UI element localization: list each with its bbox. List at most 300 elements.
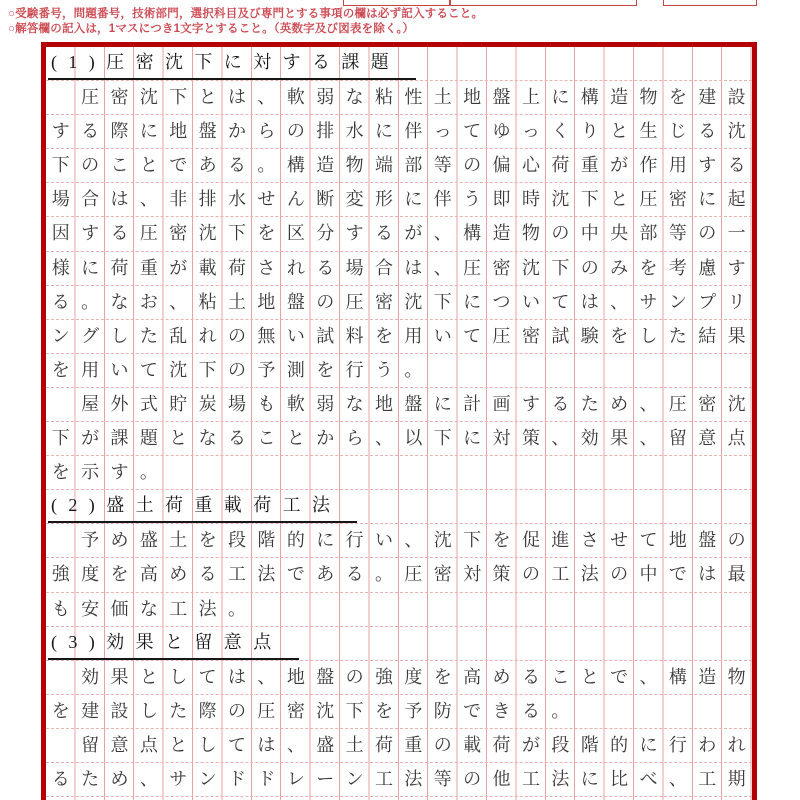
grid-cell: た (668, 325, 687, 346)
grid-cell: き (492, 700, 511, 721)
grid-cell: 物 (345, 155, 364, 176)
grid-cell: 下 (551, 257, 570, 278)
grid-cell: 重 (404, 734, 423, 755)
grid-cell: の (228, 700, 247, 721)
grid-cell: う (374, 359, 393, 380)
grid-cell (457, 456, 486, 489)
grid-cell: 盤 (316, 666, 335, 687)
grid-cell: 圧 (492, 325, 511, 346)
grid-cell: で (668, 564, 687, 585)
grid-cell: 土 (345, 734, 364, 755)
grid-cell: る (316, 257, 335, 278)
grid-cell: と (169, 428, 188, 449)
grid-cell: 炭 (198, 393, 217, 414)
grid-cell: が (404, 223, 423, 244)
grid-cell: 、 (257, 666, 276, 687)
grid-cell: 進 (551, 530, 570, 551)
grid-cell: 荷 (110, 257, 129, 278)
grid-cell: 建 (81, 700, 100, 721)
grid-cell: 合 (374, 257, 393, 278)
grid-cell: る (51, 768, 70, 789)
grid-cell: に (374, 121, 393, 142)
grid-cell: と (169, 734, 188, 755)
grid-row (46, 47, 752, 81)
section-heading: (1)圧密沈下に対する課題 (48, 47, 416, 80)
grid-cell: 場 (345, 257, 364, 278)
grid-cell: 中 (580, 223, 599, 244)
grid-cell (46, 661, 75, 694)
grid-cell: 盛 (139, 530, 158, 551)
grid-cell: を (198, 530, 217, 551)
grid-cell: 重 (580, 155, 599, 176)
grid-cell: 沈 (551, 189, 570, 210)
grid-cell: 部 (639, 223, 658, 244)
grid-cell: を (51, 462, 70, 483)
grid-cell: 密 (492, 257, 511, 278)
grid-cell (546, 354, 575, 387)
grid-cell: 密 (433, 564, 452, 585)
grid-cell: た (169, 700, 188, 721)
grid-cell: 密 (169, 223, 188, 244)
grid-cell (369, 593, 398, 626)
grid-cell (428, 456, 457, 489)
grid-cell: 法 (551, 768, 570, 789)
grid-cell: 下 (345, 700, 364, 721)
grid-cell (369, 456, 398, 489)
grid-cell: じ (668, 121, 687, 142)
grid-cell: 端 (374, 155, 393, 176)
grid-cell: こ (110, 155, 129, 176)
grid-cell: は (228, 87, 247, 108)
grid-cell: 荷 (228, 257, 247, 278)
grid-cell: め (169, 564, 188, 585)
grid-cell (193, 456, 222, 489)
grid-cell: す (698, 155, 717, 176)
grid-cell: に (551, 87, 570, 108)
grid-cell: に (316, 530, 335, 551)
grid-cell: 物 (521, 223, 540, 244)
grid-cell: 最 (727, 564, 746, 585)
header-box-cutoff-3 (663, 0, 757, 6)
grid-cell: 行 (345, 530, 364, 551)
grid-cell: を (610, 325, 629, 346)
grid-cell: わ (698, 734, 717, 755)
grid-cell: 工 (169, 598, 188, 619)
grid-cell: プ (698, 291, 717, 312)
grid-cell: か (228, 121, 247, 142)
grid-cell: 構 (580, 87, 599, 108)
grid-cell: は (257, 734, 276, 755)
grid-cell: 度 (81, 564, 100, 585)
grid-cell: 粘 (198, 291, 217, 312)
grid-cell (487, 593, 516, 626)
grid-cell: 等 (433, 155, 452, 176)
grid-cell: を (316, 359, 335, 380)
grid-cell (693, 456, 722, 489)
grid-cell: 下 (51, 155, 70, 176)
grid-cell: レ (286, 768, 305, 789)
grid-cell: 工 (521, 768, 540, 789)
grid-cell: 留 (81, 734, 100, 755)
grid-cell (46, 524, 75, 557)
grid-cell (252, 456, 281, 489)
grid-cell: 分 (316, 223, 335, 244)
grid-cell: 様 (51, 257, 70, 278)
grid-cell (340, 593, 369, 626)
grid-cell: れ (727, 734, 746, 755)
grid-cell: 地 (668, 530, 687, 551)
grid-cell: の (81, 155, 100, 176)
grid-row (46, 490, 752, 524)
grid-cell: 排 (316, 121, 335, 142)
grid-cell: 圧 (404, 564, 423, 585)
grid-cell: 地 (169, 121, 188, 142)
grid-row (46, 81, 752, 115)
grid-cell: と (580, 666, 599, 687)
grid-cell: あ (316, 564, 335, 585)
grid-cell: の (433, 734, 452, 755)
grid-cell: 下 (169, 87, 188, 108)
grid-cell (252, 593, 281, 626)
grid-cell: な (110, 291, 129, 312)
grid-cell: 造 (698, 666, 717, 687)
grid-cell: れ (198, 325, 217, 346)
grid-cell (693, 695, 722, 728)
grid-cell: 効 (81, 666, 100, 687)
grid-cell: で (286, 564, 305, 585)
grid-cell: ン (51, 325, 70, 346)
grid-cell: 屋 (81, 393, 100, 414)
grid-cell: 期 (727, 768, 746, 789)
grid-cell: 無 (257, 325, 276, 346)
grid-cell: 盤 (492, 87, 511, 108)
grid-row (46, 217, 752, 251)
grid-cell (311, 593, 340, 626)
grid-cell: 軟 (286, 393, 305, 414)
grid-cell: 圧 (81, 87, 100, 108)
section-heading: (3)効果と留意点 (48, 627, 299, 660)
grid-row (46, 558, 752, 592)
grid-cell: が (169, 257, 188, 278)
grid-cell: な (345, 393, 364, 414)
grid-cell (46, 388, 75, 421)
grid-cell: る (345, 564, 364, 585)
grid-cell: 予 (257, 359, 276, 380)
grid-cell: 下 (580, 189, 599, 210)
grid-cell: 密 (668, 189, 687, 210)
grid-cell: た (81, 768, 100, 789)
grid-cell (575, 593, 604, 626)
grid-cell: い (374, 530, 393, 551)
grid-cell: の (228, 359, 247, 380)
grid-cell: っ (521, 121, 540, 142)
grid-cell (457, 593, 486, 626)
grid-cell: 弱 (316, 87, 335, 108)
grid-cell: あ (198, 155, 217, 176)
grid-cell: り (580, 121, 599, 142)
grid-cell: 下 (433, 291, 452, 312)
grid-cell: に (639, 734, 658, 755)
grid-cell: と (610, 189, 629, 210)
grid-cell: に (463, 428, 482, 449)
grid-cell: 高 (463, 666, 482, 687)
grid-cell: 物 (639, 87, 658, 108)
grid-cell: す (110, 462, 129, 483)
grid-cell: の (580, 257, 599, 278)
grid-cell: な (198, 428, 217, 449)
grid-cell: 。 (257, 155, 276, 176)
grid-cell (575, 456, 604, 489)
grid-cell (722, 354, 751, 387)
grid-cell: に (81, 257, 100, 278)
grid-cell: ゆ (492, 121, 511, 142)
grid-cell: 水 (228, 189, 247, 210)
grid-cell: て (198, 666, 217, 687)
grid-cell: 密 (521, 325, 540, 346)
header-box-cutoff-1 (343, 0, 450, 6)
grid-cell: す (521, 393, 540, 414)
grid-cell: 、 (433, 257, 452, 278)
grid-cell: 行 (668, 734, 687, 755)
grid-row (46, 115, 752, 149)
grid-cell: 一 (727, 223, 746, 244)
grid-cell: 段 (551, 734, 570, 755)
grid-cell: に (463, 291, 482, 312)
grid-cell: 沈 (521, 257, 540, 278)
grid-cell: 構 (668, 666, 687, 687)
grid-cell: 載 (198, 257, 217, 278)
grid-cell: 的 (286, 530, 305, 551)
grid-cell: る (110, 223, 129, 244)
grid-cell: 心 (521, 155, 540, 176)
grid-cell: で (169, 155, 188, 176)
grid-cell: の (345, 666, 364, 687)
grid-cell: め (110, 530, 129, 551)
grid-cell: 造 (316, 155, 335, 176)
grid-cell: 外 (110, 393, 129, 414)
grid-cell: 考 (668, 257, 687, 278)
grid-cell (311, 456, 340, 489)
grid-cell: 重 (139, 257, 158, 278)
grid-cell: の (228, 325, 247, 346)
grid-cell: べ (639, 768, 658, 789)
grid-cell: 比 (610, 768, 629, 789)
grid-cell: も (257, 393, 276, 414)
grid-cell (428, 354, 457, 387)
grid-cell: 留 (668, 428, 687, 449)
grid-cell: た (139, 325, 158, 346)
grid-cell: 沈 (404, 291, 423, 312)
grid-cell: 沈 (316, 700, 335, 721)
grid-cell: 沈 (727, 393, 746, 414)
grid-cell: 地 (463, 87, 482, 108)
grid-cell: 合 (81, 189, 100, 210)
grid-cell: 度 (404, 666, 423, 687)
grid-cell: 土 (169, 530, 188, 551)
grid-row (46, 627, 752, 661)
grid-cell: 。 (374, 564, 393, 585)
grid-cell: 地 (286, 666, 305, 687)
grid-cell: 生 (639, 121, 658, 142)
grid-cell: を (639, 257, 658, 278)
grid-cell: て (139, 359, 158, 380)
grid-cell: な (345, 87, 364, 108)
grid-cell: 水 (345, 121, 364, 142)
grid-cell: が (521, 734, 540, 755)
grid-cell: の (316, 291, 335, 312)
grid-cell: さ (257, 257, 276, 278)
grid-cell: 変 (345, 189, 364, 210)
grid-cell (663, 593, 692, 626)
grid-cell: 密 (110, 87, 129, 108)
grid-cell (722, 593, 751, 626)
instruction-line-2: ○解答欄の記入は，1マスにつき1文字とすること。（英数字及び図表を除く。） (8, 22, 415, 35)
grid-cell: 、 (374, 428, 393, 449)
grid-cell: の (521, 564, 540, 585)
grid-cell: っ (433, 121, 452, 142)
grid-cell: に (698, 189, 717, 210)
grid-cell: 造 (610, 87, 629, 108)
grid-cell: 作 (639, 155, 658, 176)
grid-cell: れ (286, 257, 305, 278)
grid-cell (604, 695, 633, 728)
grid-cell: な (139, 598, 158, 619)
grid-cell: 、 (139, 768, 158, 789)
grid-cell: こ (257, 428, 276, 449)
grid-cell: う (463, 189, 482, 210)
grid-cell: 題 (139, 428, 158, 449)
grid-cell: 策 (492, 564, 511, 585)
grid-cell (399, 456, 428, 489)
grid-cell: し (110, 325, 129, 346)
grid-cell: 課 (110, 428, 129, 449)
grid-cell: 以 (404, 428, 423, 449)
grid-cell: ド (228, 768, 247, 789)
grid-cell: 示 (81, 462, 100, 483)
grid-cell: 下 (228, 223, 247, 244)
grid-cell: し (169, 666, 188, 687)
grid-cell: の (286, 121, 305, 142)
grid-cell: 沈 (433, 530, 452, 551)
grid-cell: 構 (463, 223, 482, 244)
grid-cell: 、 (639, 393, 658, 414)
grid-cell (46, 81, 75, 114)
grid-cell: 予 (404, 700, 423, 721)
grid-cell: 高 (139, 564, 158, 585)
grid-cell: 工 (374, 768, 393, 789)
grid-cell: 意 (698, 428, 717, 449)
grid-cell: 時 (521, 189, 540, 210)
grid-row (46, 252, 752, 286)
grid-cell: 盤 (698, 530, 717, 551)
grid-cell: を (51, 700, 70, 721)
grid-cell: と (139, 155, 158, 176)
grid-cell: 上 (521, 87, 540, 108)
grid-cell: 断 (316, 189, 335, 210)
grid-cell: を (51, 359, 70, 380)
grid-cell: の (463, 155, 482, 176)
grid-cell (575, 695, 604, 728)
grid-cell: 粘 (374, 87, 393, 108)
grid-cell: 行 (345, 359, 364, 380)
grid-cell: に (433, 393, 452, 414)
grid-cell: ド (257, 768, 276, 789)
grid-cell: 乱 (169, 325, 188, 346)
grid-cell: 建 (698, 87, 717, 108)
grid-cell: し (139, 700, 158, 721)
grid-cell: に (139, 121, 158, 142)
grid-cell: 法 (198, 598, 217, 619)
grid-cell: の (551, 223, 570, 244)
grid-cell: ら (345, 428, 364, 449)
grid-cell: は (580, 291, 599, 312)
grid-cell: 圧 (345, 291, 364, 312)
grid-cell: こ (551, 666, 570, 687)
grid-cell: ー (316, 768, 335, 789)
grid-row (46, 456, 752, 490)
grid-cell: 造 (492, 223, 511, 244)
grid-cell (722, 456, 751, 489)
grid-cell: 段 (228, 530, 247, 551)
grid-cell: 設 (110, 700, 129, 721)
grid-cell: 。 (404, 359, 423, 380)
grid-row (46, 729, 752, 763)
grid-cell: す (345, 223, 364, 244)
grid-cell: 際 (198, 700, 217, 721)
grid-cell: 、 (639, 666, 658, 687)
grid-cell: 階 (580, 734, 599, 755)
grid-cell (516, 354, 545, 387)
grid-cell: ら (257, 121, 276, 142)
grid-cell: る (51, 291, 70, 312)
grid-cell: す (51, 121, 70, 142)
grid-cell: 地 (257, 291, 276, 312)
grid-cell: る (228, 155, 247, 176)
grid-cell: 、 (610, 291, 629, 312)
grid-cell: 区 (286, 223, 305, 244)
grid-cell (693, 593, 722, 626)
grid-cell: 伴 (404, 121, 423, 142)
grid-cell: 。 (551, 700, 570, 721)
grid-cell: 果 (610, 428, 629, 449)
grid-cell (516, 456, 545, 489)
grid-row (46, 524, 752, 558)
grid-cell: 強 (374, 666, 393, 687)
grid-row (46, 320, 752, 354)
grid-cell: 、 (169, 291, 188, 312)
grid-cell: て (228, 734, 247, 755)
grid-cell (399, 593, 428, 626)
grid-cell (457, 354, 486, 387)
grid-cell: と (139, 666, 158, 687)
grid-cell: 試 (551, 325, 570, 346)
grid-cell (487, 354, 516, 387)
grid-cell: 策 (521, 428, 540, 449)
grid-cell: る (551, 393, 570, 414)
grid-cell: は (404, 257, 423, 278)
grid-cell: 下 (51, 428, 70, 449)
grid-cell (575, 354, 604, 387)
grid-cell (663, 354, 692, 387)
grid-cell: 等 (433, 768, 452, 789)
grid-cell: 計 (463, 393, 482, 414)
grid-cell: 下 (433, 428, 452, 449)
grid-cell: せ (610, 530, 629, 551)
grid-cell: に (404, 189, 423, 210)
grid-cell: る (521, 700, 540, 721)
grid-cell: 強 (51, 564, 70, 585)
grid-cell: 、 (639, 428, 658, 449)
